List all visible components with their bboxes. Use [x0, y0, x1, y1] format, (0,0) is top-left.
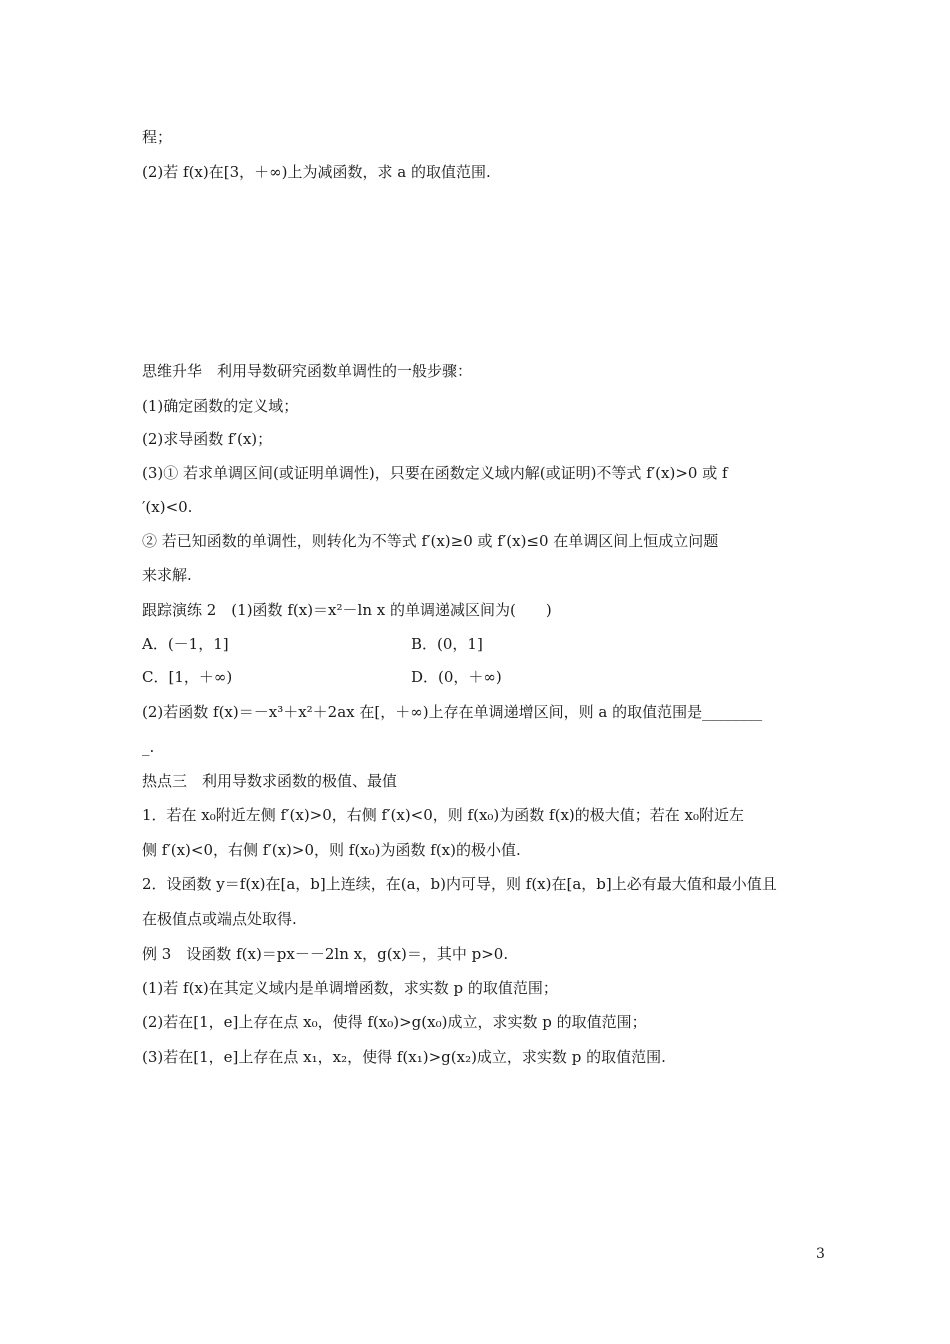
paragraph-line: 侧 f′(x)<0，右侧 f′(x)>0，则 f(x₀)为函数 f(x)的极小值. [142, 841, 521, 859]
option-d: D．(0，＋∞) [411, 668, 502, 686]
example-question: (3)若在[1，e]上存在点 x₁，x₂，使得 f(x₁)>g(x₂)成立，求实数 p 的取值范围. [142, 1048, 666, 1066]
paragraph-line: 1．若在 x₀附近左侧 f′(x)>0，右侧 f′(x)<0，则 f(x₀)为函数 f(x)的极大值；若在 x₀附近左 [142, 806, 745, 824]
summary-step: (2)求导函数 f′(x)； [142, 430, 273, 448]
section-heading: 热点三 利用导数求函数的极值、最值 [142, 772, 398, 790]
practice-question: (2)若函数 f(x)＝－x³＋x²＋2ax 在[，＋∞)上存在单调递增区间，则 a 的取值范围是________ [142, 703, 763, 721]
option-a: A．(－1，1] [142, 635, 229, 653]
summary-heading: 思维升华 利用导数研究函数单调性的一般步骤： [142, 362, 473, 380]
option-c: C．[1，＋∞) [142, 668, 233, 686]
paragraph-line: 2．设函数 y＝f(x)在[a，b]上连续，在(a，b)内可导，则 f(x)在[a，b]上必有最大值和最小值且 [142, 875, 777, 893]
practice-question: 跟踪演练 2 (1)函数 f(x)＝x²－ln x 的单调递减区间为( ) [142, 601, 552, 619]
example-question: (2)若在[1，e]上存在点 x₀，使得 f(x₀)>g(x₀)成立，求实数 p 的取值范围； [142, 1013, 647, 1031]
example-title: 例 3 设函数 f(x)＝px－－2ln x，g(x)＝，其中 p>0. [142, 945, 509, 963]
option-b: B．(0，1] [411, 635, 483, 653]
summary-step: ′(x)<0. [142, 498, 193, 516]
summary-step: (3)① 若求单调区间(或证明单调性)，只要在函数定义域内解(或证明)不等式 f′(x)>0 或 f [142, 464, 728, 482]
practice-question: _. [142, 738, 155, 756]
summary-step: ② 若已知函数的单调性，则转化为不等式 f′(x)≥0 或 f′(x)≤0 在单调区间上恒成立问题 [142, 532, 719, 550]
page-number: 3 [816, 1246, 825, 1262]
text-line: (2)若 f(x)在[3，＋∞)上为减函数，求 a 的取值范围. [142, 163, 491, 181]
summary-step: (1)确定函数的定义域； [142, 397, 299, 415]
text-line: 程； [142, 128, 173, 146]
example-question: (1)若 f(x)在其定义域内是单调增函数，求实数 p 的取值范围； [142, 979, 558, 997]
paragraph-line: 在极值点或端点处取得. [142, 910, 297, 928]
summary-step: 来求解. [142, 566, 192, 584]
